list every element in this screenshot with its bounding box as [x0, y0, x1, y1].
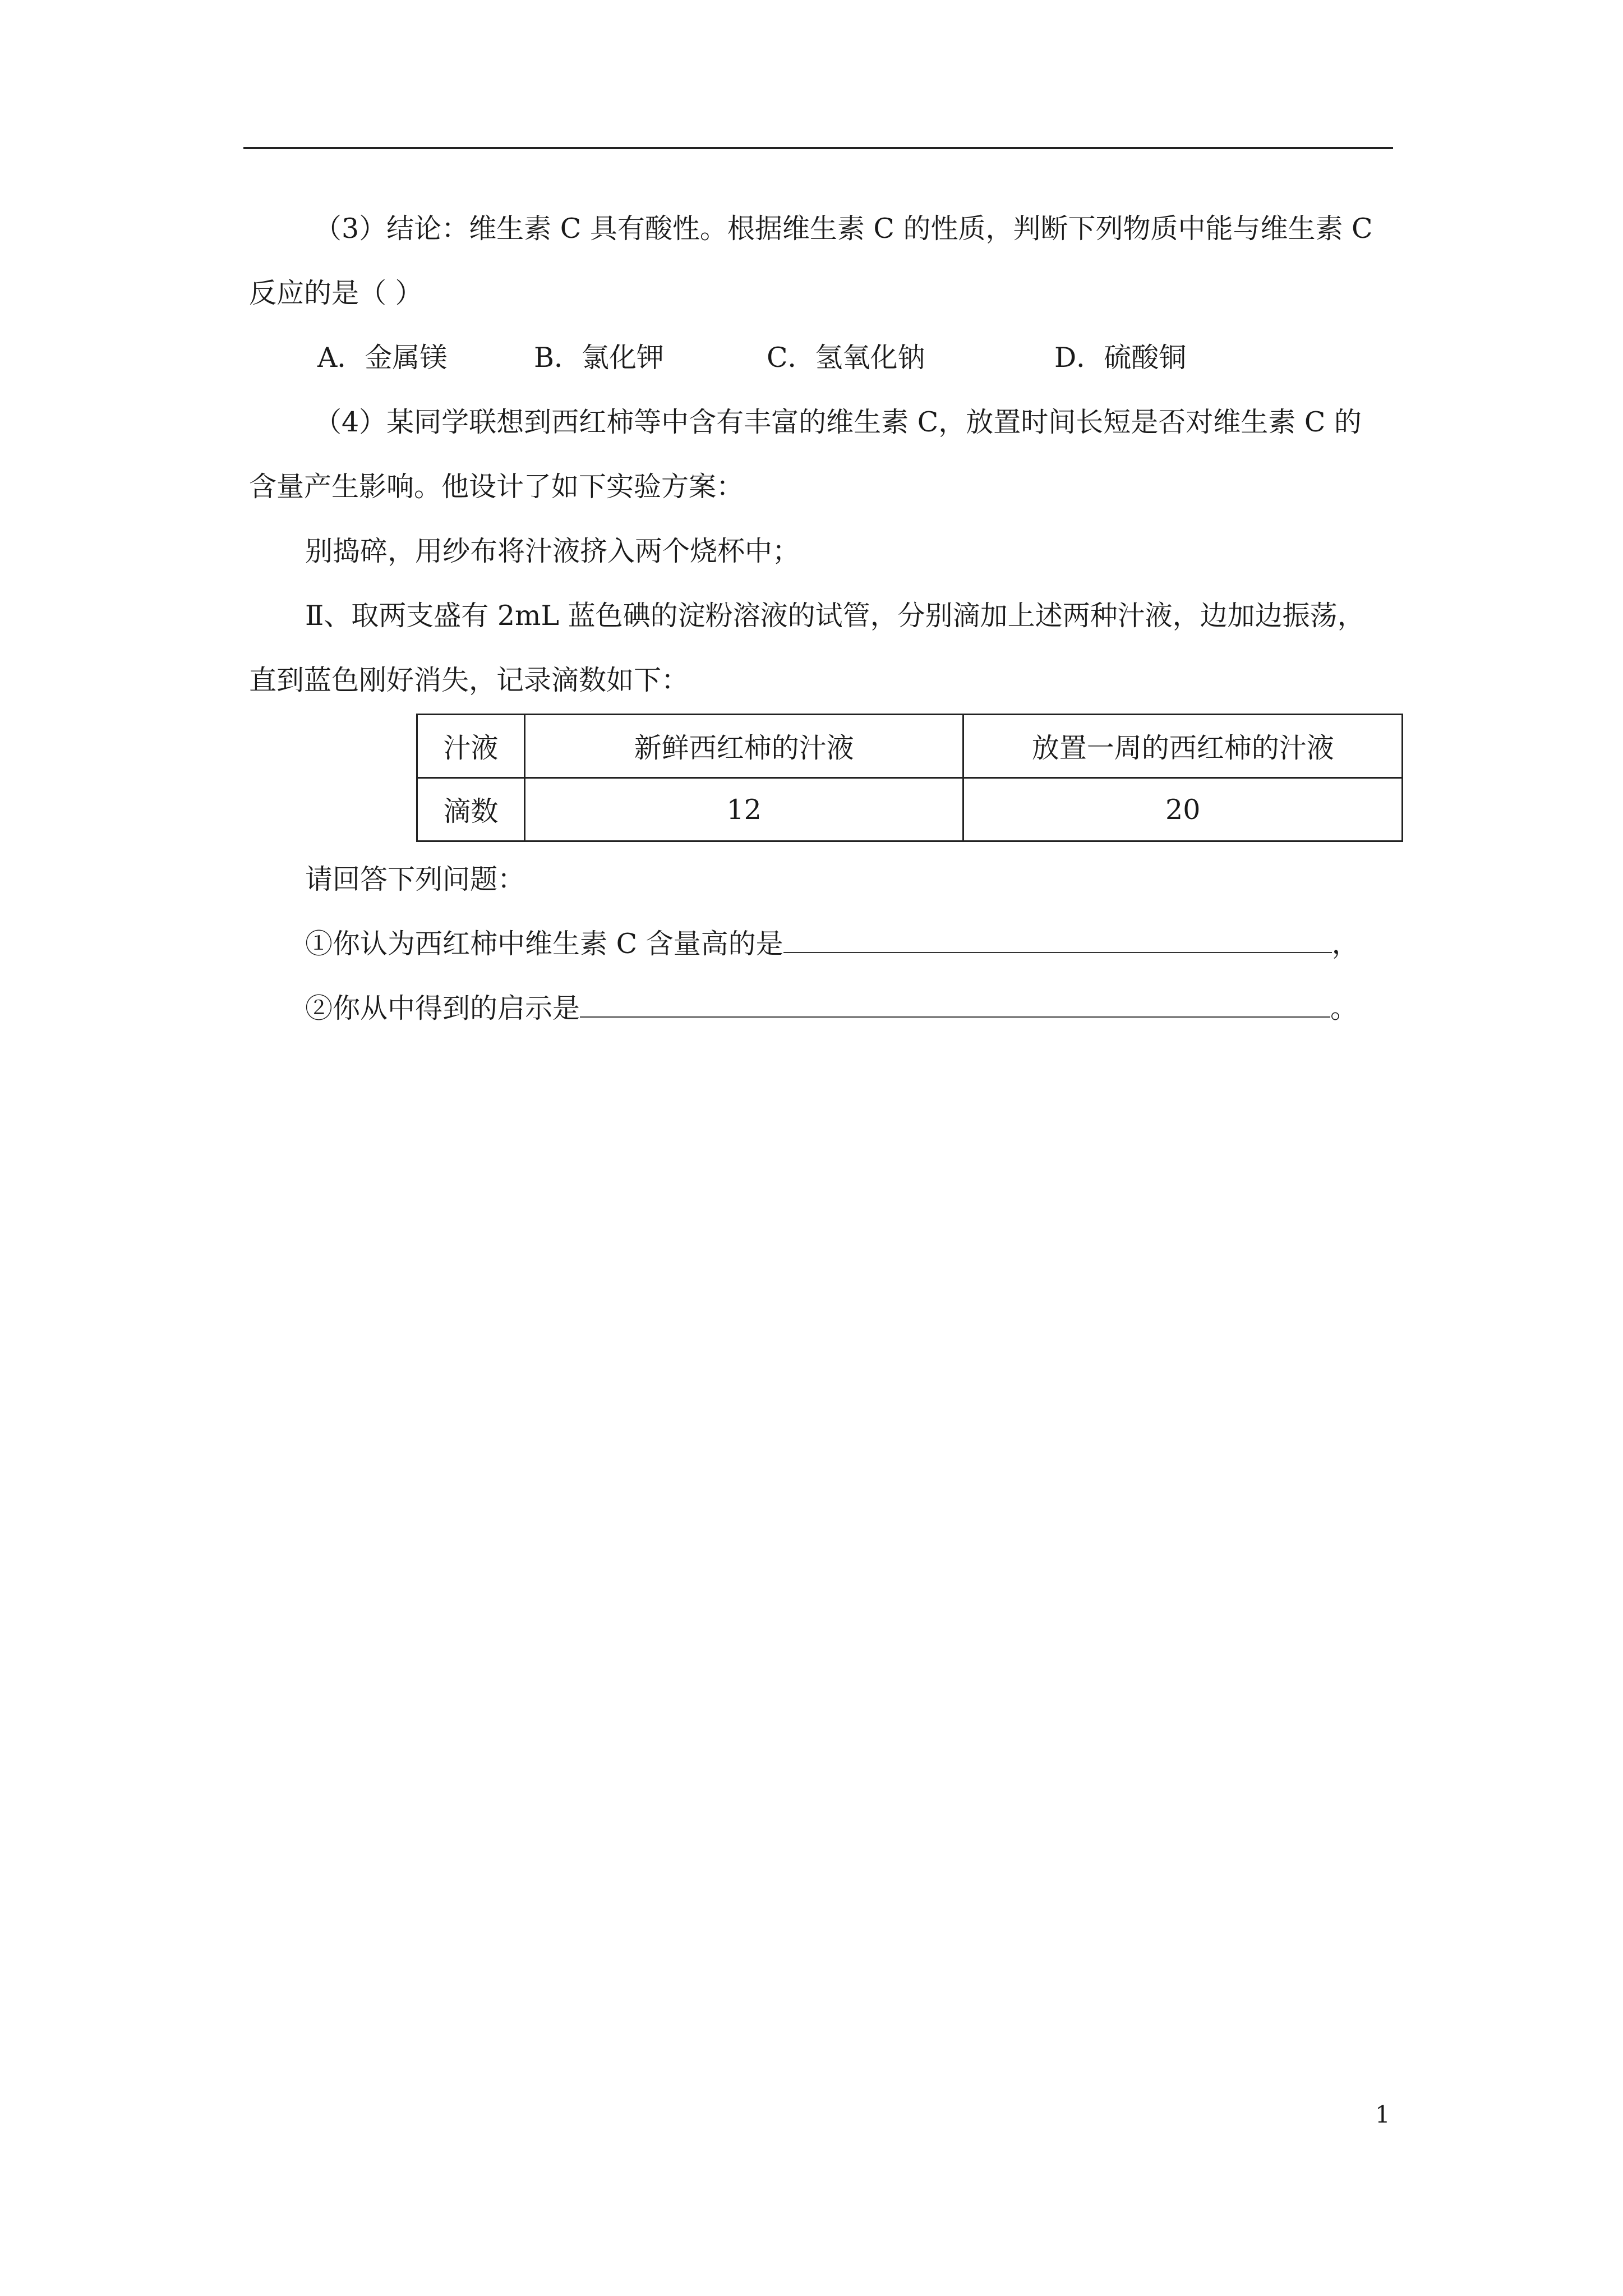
- sub-question-2-suffix: 。: [1330, 992, 1358, 1024]
- sub-question-1-text: ①你认为西红柿中维生素 C 含量高的是: [305, 928, 783, 960]
- answer-blank-1[interactable]: [783, 927, 1332, 953]
- table-cell: 滴数: [417, 778, 525, 841]
- questions-intro: 请回答下列问题：: [305, 863, 525, 895]
- q4-step-1: 别捣碎，用纱布将汁液挤入两个烧杯中；: [305, 535, 800, 567]
- option-a: A．金属镁: [317, 342, 448, 374]
- q4-line-1: （4）某同学联想到西红柿等中含有丰富的维生素 C，放置时间长短是否对维生素 C 的: [314, 406, 1362, 438]
- answer-blank-2[interactable]: [580, 992, 1330, 1018]
- q4-step-2-line-2: 直到蓝色刚好消失，记录滴数如下：: [249, 664, 689, 696]
- table-cell: 12: [524, 778, 963, 841]
- table-header-cell: 放置一周的西红柿的汁液: [963, 715, 1403, 778]
- q3-line-2: 反应的是（ ）: [249, 277, 423, 309]
- table-cell: 20: [963, 778, 1403, 841]
- option-c: C．氢氧化钠: [767, 342, 925, 374]
- sub-question-1-suffix: ，: [1331, 928, 1359, 960]
- sub-question-2: [305, 992, 1358, 1025]
- header-rule: [243, 147, 1393, 149]
- q4-line-2: 含量产生影响。他设计了如下实验方案：: [249, 471, 744, 503]
- q3-line-1: （3）结论：维生素 C 具有酸性。根据维生素 C 的性质，判断下列物质中能与维生素 C: [314, 213, 1373, 245]
- sub-question-1: [305, 927, 1359, 961]
- option-b: B．氯化钾: [534, 342, 665, 374]
- page-number: 1: [1375, 2101, 1390, 2128]
- table-row: [417, 778, 1403, 841]
- table-header-row: [417, 715, 1403, 778]
- table-header-cell: 汁液: [417, 715, 525, 778]
- sub-question-2-text: ②你从中得到的启示是: [305, 992, 580, 1024]
- drops-table: [416, 714, 1403, 842]
- table-header-cell: 新鲜西红柿的汁液: [524, 715, 963, 778]
- option-d: D．硫酸铜: [1054, 342, 1187, 374]
- q4-step-2-line-1: Ⅱ、取两支盛有 2mL 蓝色碘的淀粉溶液的试管，分别滴加上述两种汁液，边加边振荡，: [305, 600, 1365, 632]
